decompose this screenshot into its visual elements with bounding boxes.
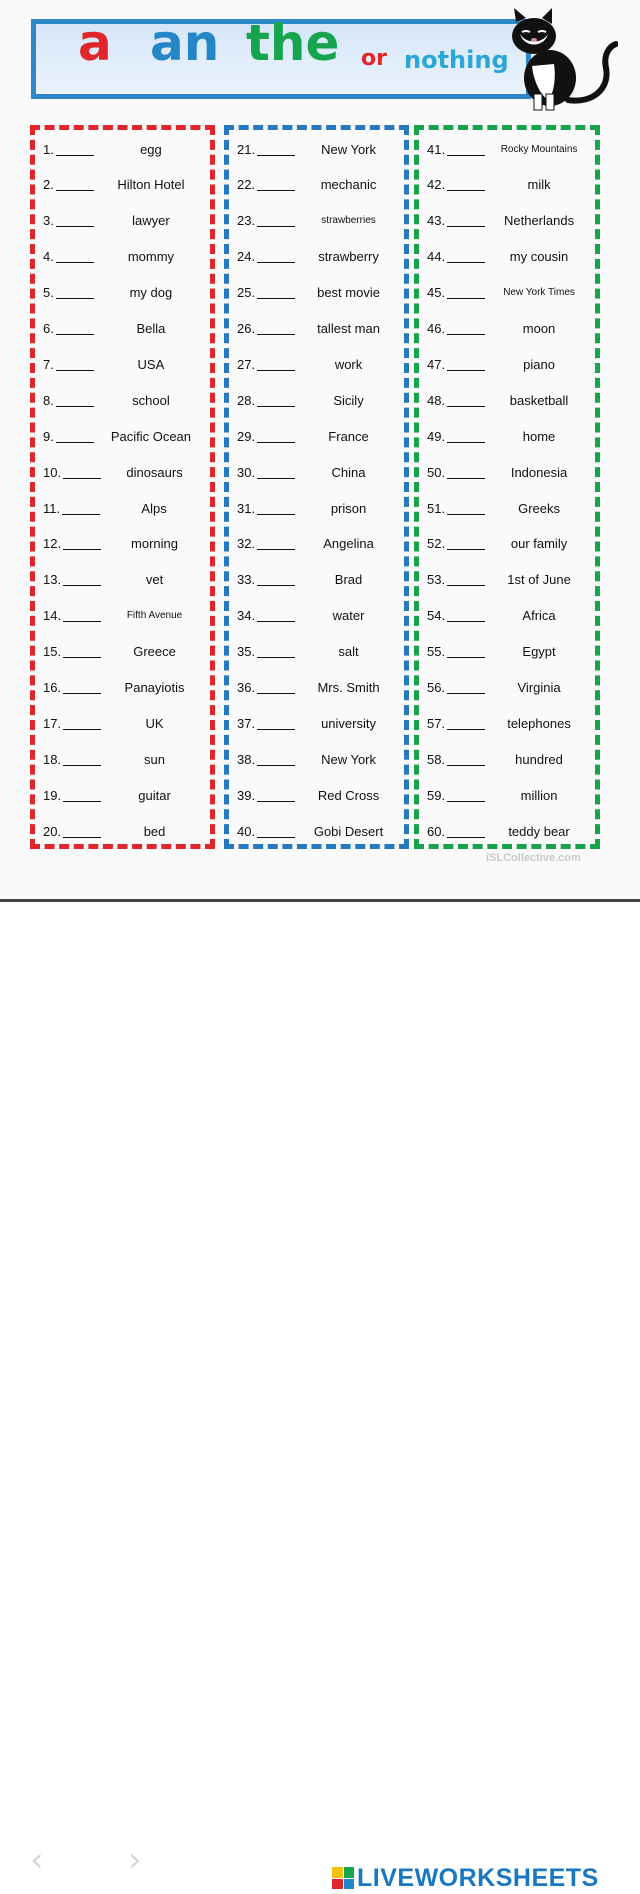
item-word: Netherlands (503, 213, 575, 229)
exercise-item (237, 748, 398, 770)
answer-blank[interactable] (257, 394, 295, 407)
exercise-item (43, 712, 204, 734)
answer-blank[interactable] (63, 573, 101, 586)
exercise-item (427, 569, 589, 591)
exercise-item (43, 425, 204, 447)
item-word: UK (145, 715, 164, 731)
item-number: 42. (427, 177, 446, 193)
item-number: 32. (237, 536, 256, 552)
exercise-item (427, 353, 589, 375)
exercise-item (237, 282, 398, 304)
exercise-item (237, 569, 398, 591)
answer-blank[interactable] (257, 214, 295, 227)
item-number: 16. (43, 680, 62, 695)
bottom-bar (0, 902, 640, 1892)
exercise-item (427, 318, 589, 340)
item-word: New York Times (503, 287, 575, 299)
item-number: 11. (43, 500, 61, 516)
exercise-item (427, 497, 589, 519)
answer-blank[interactable] (56, 430, 94, 443)
item-word: teddy bear (508, 823, 570, 839)
item-word: strawberries (321, 215, 376, 227)
item-word: New York (321, 751, 376, 767)
answer-blank[interactable] (447, 645, 485, 658)
item-number: 33. (237, 572, 256, 588)
item-word: strawberry (318, 249, 379, 265)
exercise-item (237, 677, 398, 699)
item-word: Mrs. Smith (317, 680, 380, 695)
answer-blank[interactable] (447, 609, 485, 622)
item-number: 22. (237, 177, 256, 193)
item-word: piano (523, 356, 555, 372)
answer-blank[interactable] (257, 358, 295, 371)
exercise-item (427, 246, 589, 268)
item-number: 30. (237, 464, 256, 480)
item-word: egg (140, 141, 162, 157)
answer-blank[interactable] (447, 358, 485, 371)
exercise-item (237, 820, 398, 842)
answer-blank[interactable] (63, 825, 101, 838)
answer-blank[interactable] (447, 466, 485, 479)
exercise-item (43, 389, 204, 411)
item-number: 24. (237, 249, 256, 265)
exercise-item (43, 138, 204, 160)
answer-blank[interactable] (63, 789, 101, 802)
item-word: New York (321, 141, 376, 157)
item-number: 27. (237, 356, 256, 372)
item-word: Africa (522, 608, 556, 624)
answer-blank[interactable] (447, 789, 485, 802)
exercise-item (427, 425, 589, 447)
answer-blank[interactable] (447, 681, 485, 694)
item-number: 28. (237, 392, 256, 408)
item-word: Red Cross (317, 787, 380, 803)
item-number: 4. (43, 249, 54, 265)
answer-blank[interactable] (447, 825, 485, 838)
exercise-item (43, 497, 204, 519)
exercise-item (427, 605, 589, 627)
title-word-nothing: nothing (404, 46, 509, 74)
exercise-column-red (30, 125, 215, 849)
exercise-item (43, 784, 204, 806)
answer-blank[interactable] (56, 358, 94, 371)
item-number: 3. (43, 213, 54, 229)
item-number: 43. (427, 213, 446, 229)
answer-blank[interactable] (447, 502, 485, 515)
answer-blank[interactable] (257, 178, 295, 191)
item-number: 20. (43, 823, 62, 839)
answer-blank[interactable] (62, 502, 100, 515)
item-number: 56. (427, 680, 446, 695)
item-word: Brad (334, 572, 363, 588)
exercise-item (237, 497, 398, 519)
item-number: 6. (43, 321, 54, 336)
item-number: 26. (237, 321, 256, 336)
answer-blank[interactable] (56, 250, 94, 263)
answer-blank[interactable] (257, 825, 295, 838)
answer-blank[interactable] (257, 789, 295, 802)
exercise-item (237, 784, 398, 806)
title-word-the: the (246, 14, 340, 72)
answer-blank[interactable] (63, 645, 101, 658)
item-word: 1st of June (507, 572, 571, 588)
title-banner (31, 14, 531, 99)
answer-blank[interactable] (257, 466, 295, 479)
item-number: 60. (427, 823, 446, 839)
exercise-item (43, 748, 204, 770)
answer-blank[interactable] (56, 286, 94, 299)
item-number: 51. (427, 500, 446, 516)
exercise-item (43, 318, 204, 340)
chevron-left-icon[interactable]: ‹ (30, 1840, 44, 1880)
item-word: Egypt (522, 644, 556, 660)
item-number: 2. (43, 177, 54, 193)
exercise-item (43, 353, 204, 375)
item-number: 9. (43, 428, 54, 444)
item-number: 40. (237, 823, 256, 839)
item-number: 29. (237, 428, 256, 444)
exercise-item (237, 641, 398, 663)
exercise-item (43, 569, 204, 591)
item-number: 49. (427, 428, 446, 444)
item-word: Angelina (323, 536, 374, 552)
exercise-item (237, 533, 398, 555)
item-word: dinosaurs (126, 464, 183, 480)
item-number: 19. (43, 787, 62, 803)
item-word: milk (527, 177, 551, 193)
item-word: hundred (515, 751, 563, 767)
exercise-item (237, 353, 398, 375)
item-number: 12. (43, 536, 62, 552)
item-number: 37. (237, 715, 256, 731)
exercise-item (237, 605, 398, 627)
answer-blank[interactable] (63, 537, 101, 550)
exercise-item (427, 748, 589, 770)
item-word: guitar (138, 787, 171, 803)
exercise-item (237, 210, 398, 232)
item-word: school (132, 392, 170, 408)
item-number: 58. (427, 751, 446, 767)
exercise-item (237, 174, 398, 196)
exercise-item (237, 461, 398, 483)
answer-blank[interactable] (447, 753, 485, 766)
item-number: 13. (43, 572, 62, 588)
item-number: 39. (237, 787, 256, 803)
item-number: 59. (427, 787, 446, 803)
title-word-an: an (150, 14, 220, 72)
item-word: salt (338, 644, 359, 660)
item-number: 21. (237, 141, 256, 157)
answer-blank[interactable] (56, 322, 94, 335)
item-word: my cousin (509, 249, 569, 265)
exercise-item (427, 712, 589, 734)
exercise-item (427, 641, 589, 663)
answer-blank[interactable] (63, 717, 101, 730)
item-word: Gobi Desert (313, 823, 384, 839)
exercise-item (43, 282, 204, 304)
exercise-column-green (414, 125, 600, 849)
item-number: 17. (43, 715, 62, 731)
answer-blank[interactable] (56, 214, 94, 227)
answer-blank[interactable] (447, 286, 485, 299)
item-number: 34. (237, 608, 256, 624)
answer-blank[interactable] (447, 250, 485, 263)
item-word: water (332, 608, 365, 624)
item-number: 5. (43, 285, 54, 301)
exercise-item (43, 820, 204, 842)
answer-blank[interactable] (63, 681, 101, 694)
liveworksheets-logo-icon (332, 1867, 354, 1889)
item-word: France (328, 428, 369, 444)
exercise-item (237, 138, 398, 160)
answer-blank[interactable] (63, 466, 101, 479)
item-number: 57. (427, 715, 446, 731)
answer-blank[interactable] (447, 537, 485, 550)
item-word: home (522, 428, 556, 444)
item-word: Greeks (518, 500, 560, 516)
item-word: work (334, 356, 363, 372)
item-word: basketball (509, 392, 569, 408)
answer-blank[interactable] (257, 250, 295, 263)
item-word: Virginia (517, 680, 561, 695)
answer-blank[interactable] (257, 681, 295, 694)
item-word: Bella (136, 321, 166, 336)
item-number: 44. (427, 249, 446, 265)
worksheet-page (0, 0, 640, 900)
item-number: 7. (43, 356, 54, 372)
answer-blank[interactable] (257, 286, 295, 299)
item-number: 8. (43, 392, 54, 408)
answer-blank[interactable] (447, 394, 485, 407)
item-word: Sicily (333, 392, 364, 408)
answer-blank[interactable] (56, 178, 94, 191)
item-word: prison (330, 500, 367, 516)
item-word: university (321, 715, 376, 731)
item-number: 25. (237, 285, 256, 301)
item-number: 38. (237, 751, 256, 767)
item-number: 47. (427, 356, 446, 372)
exercise-item (43, 641, 204, 663)
item-word: morning (131, 536, 179, 552)
answer-blank[interactable] (257, 143, 295, 156)
cat-illustration (498, 8, 618, 112)
item-word: best movie (317, 285, 380, 301)
answer-blank[interactable] (447, 214, 485, 227)
answer-blank[interactable] (257, 645, 295, 658)
answer-blank[interactable] (257, 609, 295, 622)
item-word: million (520, 787, 558, 803)
item-word: tallest man (317, 321, 380, 336)
exercise-item (237, 389, 398, 411)
item-word: mommy (127, 249, 175, 265)
exercise-item (427, 138, 589, 160)
item-number: 52. (427, 536, 446, 552)
item-word: telephones (507, 715, 571, 731)
answer-blank[interactable] (447, 573, 485, 586)
exercise-item (427, 533, 589, 555)
item-number: 53. (427, 572, 446, 588)
item-word: Rocky Mountains (500, 143, 578, 155)
item-number: 15. (43, 644, 62, 660)
exercise-item (427, 389, 589, 411)
item-number: 45. (427, 285, 446, 301)
exercise-item (427, 820, 589, 842)
exercise-item (43, 246, 204, 268)
item-word: USA (137, 356, 165, 372)
item-number: 36. (237, 680, 256, 695)
answer-blank[interactable] (257, 717, 295, 730)
item-word: sun (144, 751, 166, 767)
item-word: moon (522, 321, 556, 336)
item-number: 14. (43, 608, 62, 624)
item-number: 48. (427, 392, 446, 408)
title-word-a: a (78, 14, 112, 72)
item-word: lawyer (132, 213, 170, 229)
item-number: 50. (427, 464, 446, 480)
exercise-item (43, 677, 204, 699)
answer-blank[interactable] (447, 322, 485, 335)
item-word: mechanic (320, 177, 377, 193)
item-word: bed (143, 823, 166, 839)
liveworksheets-logo[interactable] (332, 1862, 632, 1894)
exercise-item (43, 210, 204, 232)
exercise-item (43, 605, 204, 627)
exercise-item (427, 210, 589, 232)
answer-blank[interactable] (257, 537, 295, 550)
answer-blank[interactable] (257, 753, 295, 766)
exercise-item (237, 318, 398, 340)
item-word: Indonesia (510, 464, 568, 480)
item-word: Hilton Hotel (117, 177, 185, 193)
answer-blank[interactable] (447, 717, 485, 730)
exercise-column-blue (224, 125, 409, 849)
item-number: 18. (43, 751, 62, 767)
item-word: Fifth Avenue (126, 610, 183, 622)
answer-blank[interactable] (257, 430, 295, 443)
exercise-item (43, 533, 204, 555)
exercise-item (427, 282, 589, 304)
item-word: our family (510, 536, 568, 552)
answer-blank[interactable] (56, 394, 94, 407)
answer-blank[interactable] (63, 609, 101, 622)
item-number: 23. (237, 213, 256, 229)
answer-blank[interactable] (257, 573, 295, 586)
item-number: 41. (427, 141, 446, 157)
answer-blank[interactable] (257, 502, 295, 515)
exercise-item (427, 677, 589, 699)
exercise-item (237, 425, 398, 447)
exercise-item (237, 246, 398, 268)
item-number: 10. (43, 464, 62, 480)
exercise-item (427, 174, 589, 196)
exercise-item (427, 461, 589, 483)
logo-text: LIVEWORKSHEETS (357, 1863, 599, 1892)
answer-blank[interactable] (447, 143, 485, 156)
exercise-item (43, 461, 204, 483)
exercise-item (427, 784, 589, 806)
item-number: 55. (427, 644, 446, 660)
item-word: China (331, 464, 366, 480)
answer-blank[interactable] (63, 753, 101, 766)
item-number: 54. (427, 608, 446, 624)
answer-blank[interactable] (447, 178, 485, 191)
islcollective-watermark: iSLCollective.com (486, 852, 581, 864)
item-word: Greece (133, 644, 176, 660)
item-word: Alps (141, 500, 167, 516)
answer-blank[interactable] (447, 430, 485, 443)
answer-blank[interactable] (56, 143, 94, 156)
item-number: 31. (237, 500, 256, 516)
item-word: my dog (129, 285, 173, 301)
item-number: 46. (427, 321, 446, 336)
chevron-right-icon[interactable]: › (128, 1840, 142, 1880)
item-word: vet (145, 572, 164, 588)
exercise-item (237, 712, 398, 734)
item-number: 35. (237, 644, 256, 660)
exercise-item (43, 174, 204, 196)
title-word-or: or (361, 46, 387, 71)
item-word: Panayiotis (124, 680, 185, 695)
answer-blank[interactable] (257, 322, 295, 335)
item-word: Pacific Ocean (110, 428, 192, 444)
item-number: 1. (43, 141, 54, 157)
